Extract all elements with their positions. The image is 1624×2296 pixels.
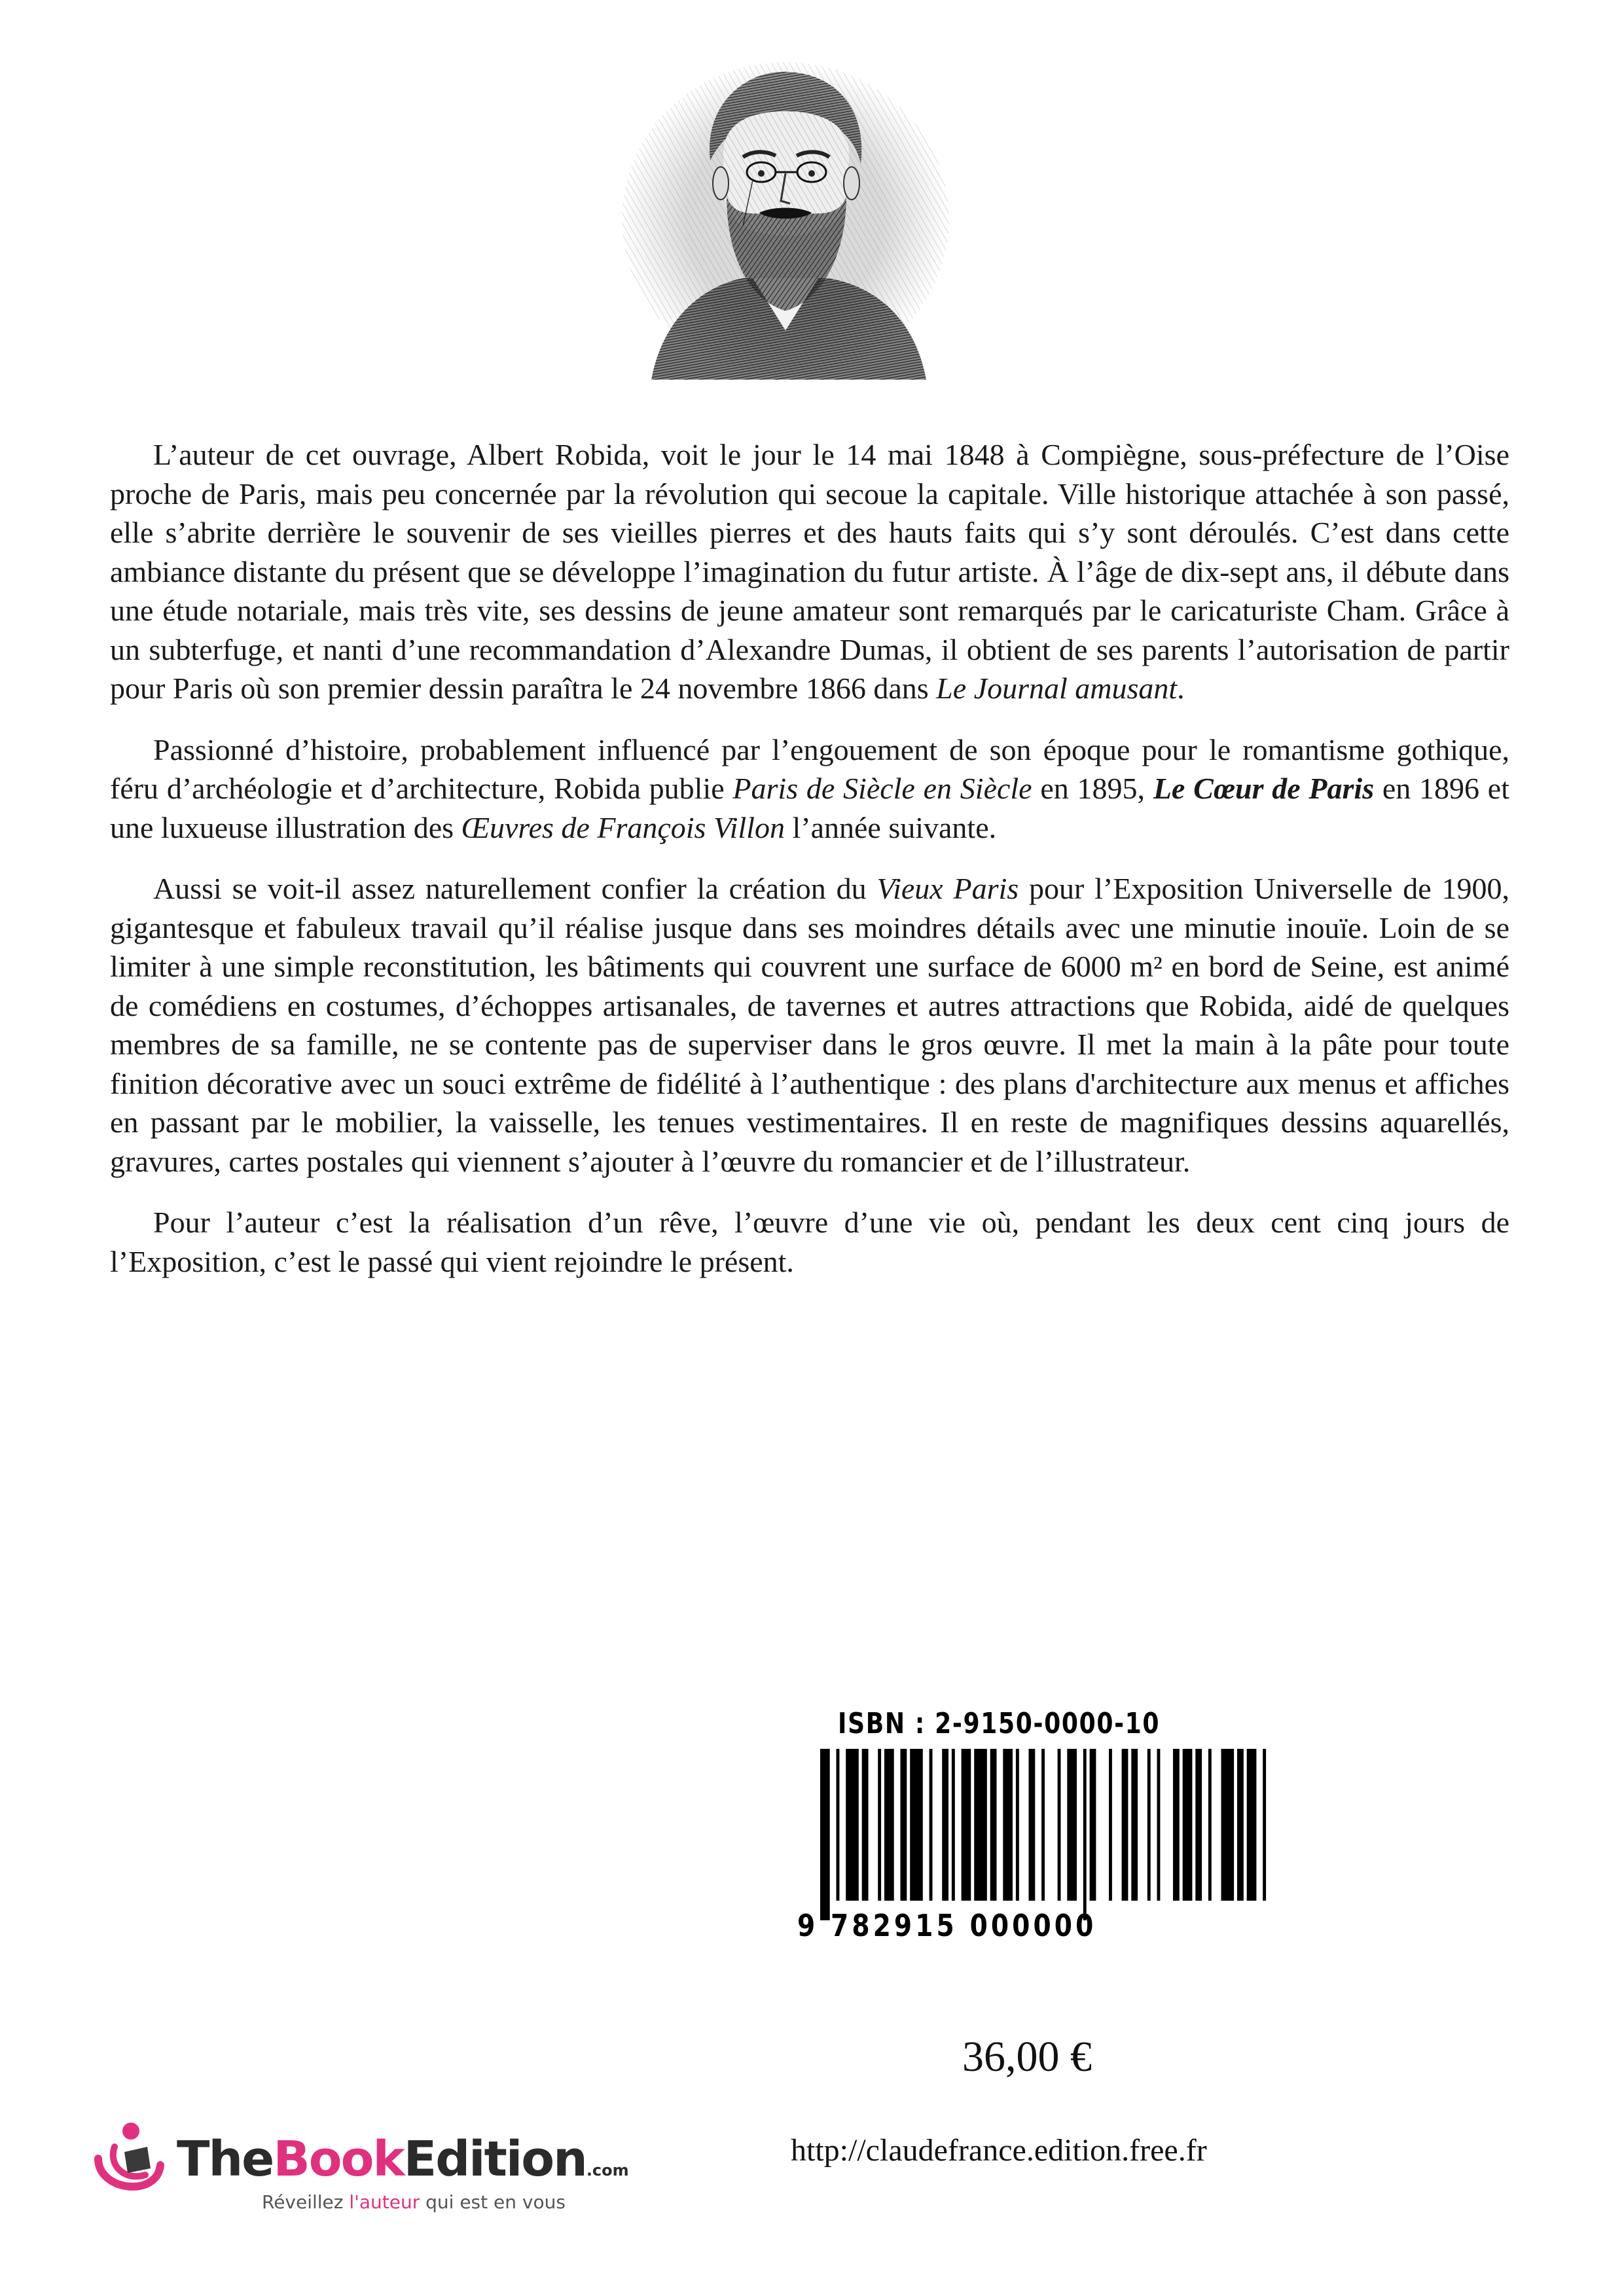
website-url[interactable]: http://claudefrance.edition.free.fr: [791, 2133, 1207, 2168]
text-segment: Aussi se voit-il assez naturellement confier la création du: [153, 872, 877, 905]
barcode-bar: [1157, 1749, 1161, 1901]
text-segment: .: [1177, 672, 1185, 705]
text-segment: pour l’Exposition Universelle de 1900, gigantesque et fabuleux travail qu’il réalise jusque dans ses moindres détails avec une minutie inouïe. Loin de se limiter à une simple reconstitution, les bâtiments qui couvrent une surface de 6000 m² en bord de Seine, est animé de comédiens en costumes, d’échoppes artisanales, de tavernes et autres attractions que Robida, aidé de quelques membres de sa famille, ne se contente pas de superviser dans le gros œuvre. Il met la main à la pâte pour toute finition décorative avec un souci extrême de fidélité à l’authentique : des plans d'architecture aux menus et affiches en passant par le mobilier, la vaisselle, les tenues vestimentaires. Il en reste de magnifiques dessins aquarellés, gravures, cartes postales qui viennent s’ajouter à l’œuvre du romancier et de l’illustrateur.: [110, 872, 1509, 1178]
paragraph: [110, 435, 1509, 708]
barcode-bar: [1083, 1749, 1087, 1920]
price: 36,00 €: [962, 2033, 1092, 2081]
barcode-bar: [1208, 1749, 1212, 1901]
barcode-bar: [1195, 1749, 1202, 1901]
barcode-bar: [1058, 1749, 1061, 1901]
barcode-bar: [846, 1749, 859, 1901]
text-segment: L’auteur de cet ouvrage, Albert Robida, voit le jour le 14 mai 1848 à Compiègne, sous-préfecture de l’Oise proche de Paris, mais peu concernée par la révolution qui secoue la capitale. Ville historique attachée à son passé, elle s’abrite derrière le souvenir de ses vieilles pierres et des hauts faits qui s’y sont déroulés. C’est dans cette ambiance distante du présent que se développe l’imagination du futur artiste. À l’âge de dix-sept ans, il débute dans une étude notariale, mais très vite, ses dessins de jeune amateur sont remarqués par le caricaturiste Cham. Grâce à un subterfuge, et nanti d’une recommandation d’Alexandre Dumas, il obtient de ses parents l’autorisation de partir pour Paris où son premier dessin paraîtra le 24 novembre 1866 dans: [110, 438, 1509, 705]
barcode-bar: [1237, 1749, 1244, 1901]
text-segment: Œuvres de François Villon: [461, 810, 785, 844]
barcode-bar: [1090, 1749, 1096, 1901]
logo-the: The: [177, 2131, 274, 2187]
paragraph: [110, 730, 1509, 848]
isbn-label: ISBN : 2-9150-0000-10: [838, 1707, 1161, 1740]
author-portrait-icon: [612, 49, 959, 380]
biography-text: [110, 435, 1509, 1303]
barcode-bar: [910, 1749, 923, 1901]
barcode-bar: [974, 1749, 987, 1901]
paragraph: [110, 869, 1509, 1181]
author-portrait: [612, 49, 959, 380]
barcode-bar: [1067, 1749, 1077, 1901]
logo-tagline: [262, 2191, 566, 2213]
barcode-bar: [1173, 1749, 1180, 1901]
barcode-bar: [901, 1749, 907, 1901]
barcode-bar: [884, 1749, 894, 1901]
barcode-bar: [962, 1749, 971, 1901]
logo-dotcom: .com: [586, 2161, 629, 2179]
barcode-bar: [990, 1749, 997, 1901]
barcode-bar: [1003, 1749, 1013, 1901]
barcode-bar: [1109, 1749, 1112, 1901]
barcode-bar: [1263, 1749, 1266, 1901]
barcode-bar: [1183, 1749, 1193, 1901]
text-segment: Passionné d’histoire, probablement influencé par l’engouement de son époque pour le romantisme gothique, féru d’archéologie et d’architecture, Robida publie: [110, 732, 1509, 805]
barcode-bar: [1016, 1749, 1019, 1901]
text-segment: Paris de Siècle en Siècle: [732, 772, 1032, 805]
barcode-bar: [1247, 1749, 1257, 1901]
text-segment: l’année suivante.: [784, 810, 997, 844]
text-segment: Le Cœur de Paris: [1153, 772, 1375, 805]
barcode-bar: [1131, 1749, 1138, 1901]
text-segment: Le Journal amusant: [936, 672, 1178, 705]
barcode-bar: [1122, 1749, 1128, 1901]
text-segment: en 1895,: [1032, 772, 1153, 805]
barcode-bar: [942, 1749, 948, 1901]
barcode-bar: [878, 1749, 881, 1901]
person-book-icon: [85, 2119, 170, 2204]
barcode-bar: [862, 1749, 869, 1901]
tagline-after: qui est en vous: [420, 2191, 566, 2213]
barcode-bar: [1221, 1749, 1235, 1901]
barcode-bar: [1029, 1749, 1036, 1901]
paragraph: [110, 1203, 1509, 1281]
barcode-bar: [1147, 1749, 1151, 1901]
tagline-before: Réveillez: [262, 2191, 350, 2213]
tagline-accent: l'auteur: [349, 2191, 420, 2213]
logo-edition: Edition: [403, 2131, 586, 2187]
barcode-bar: [952, 1749, 955, 1901]
text-segment: Pour l’auteur c’est la réalisation d’un rêve, l’œuvre d’une vie où, pendant les deux cent cinq jours de l’Exposition, c’est le passé qui vient rejoindre le présent.: [110, 1206, 1509, 1278]
barcode-digits: 9 782915 000000: [797, 1908, 1097, 1943]
text-segment: Vieux Paris: [876, 872, 1019, 905]
barcode-bar: [1041, 1749, 1045, 1901]
publisher-logo: [85, 2119, 629, 2213]
barcode-bar: [837, 1749, 840, 1901]
logo-book: Book: [273, 2131, 404, 2187]
barcode-bar: [820, 1749, 830, 1920]
text-segment: en 1896 et une luxueuse illustration des: [110, 772, 1510, 844]
barcode-bar: [929, 1749, 933, 1901]
logo-wordmark: [177, 2131, 629, 2187]
